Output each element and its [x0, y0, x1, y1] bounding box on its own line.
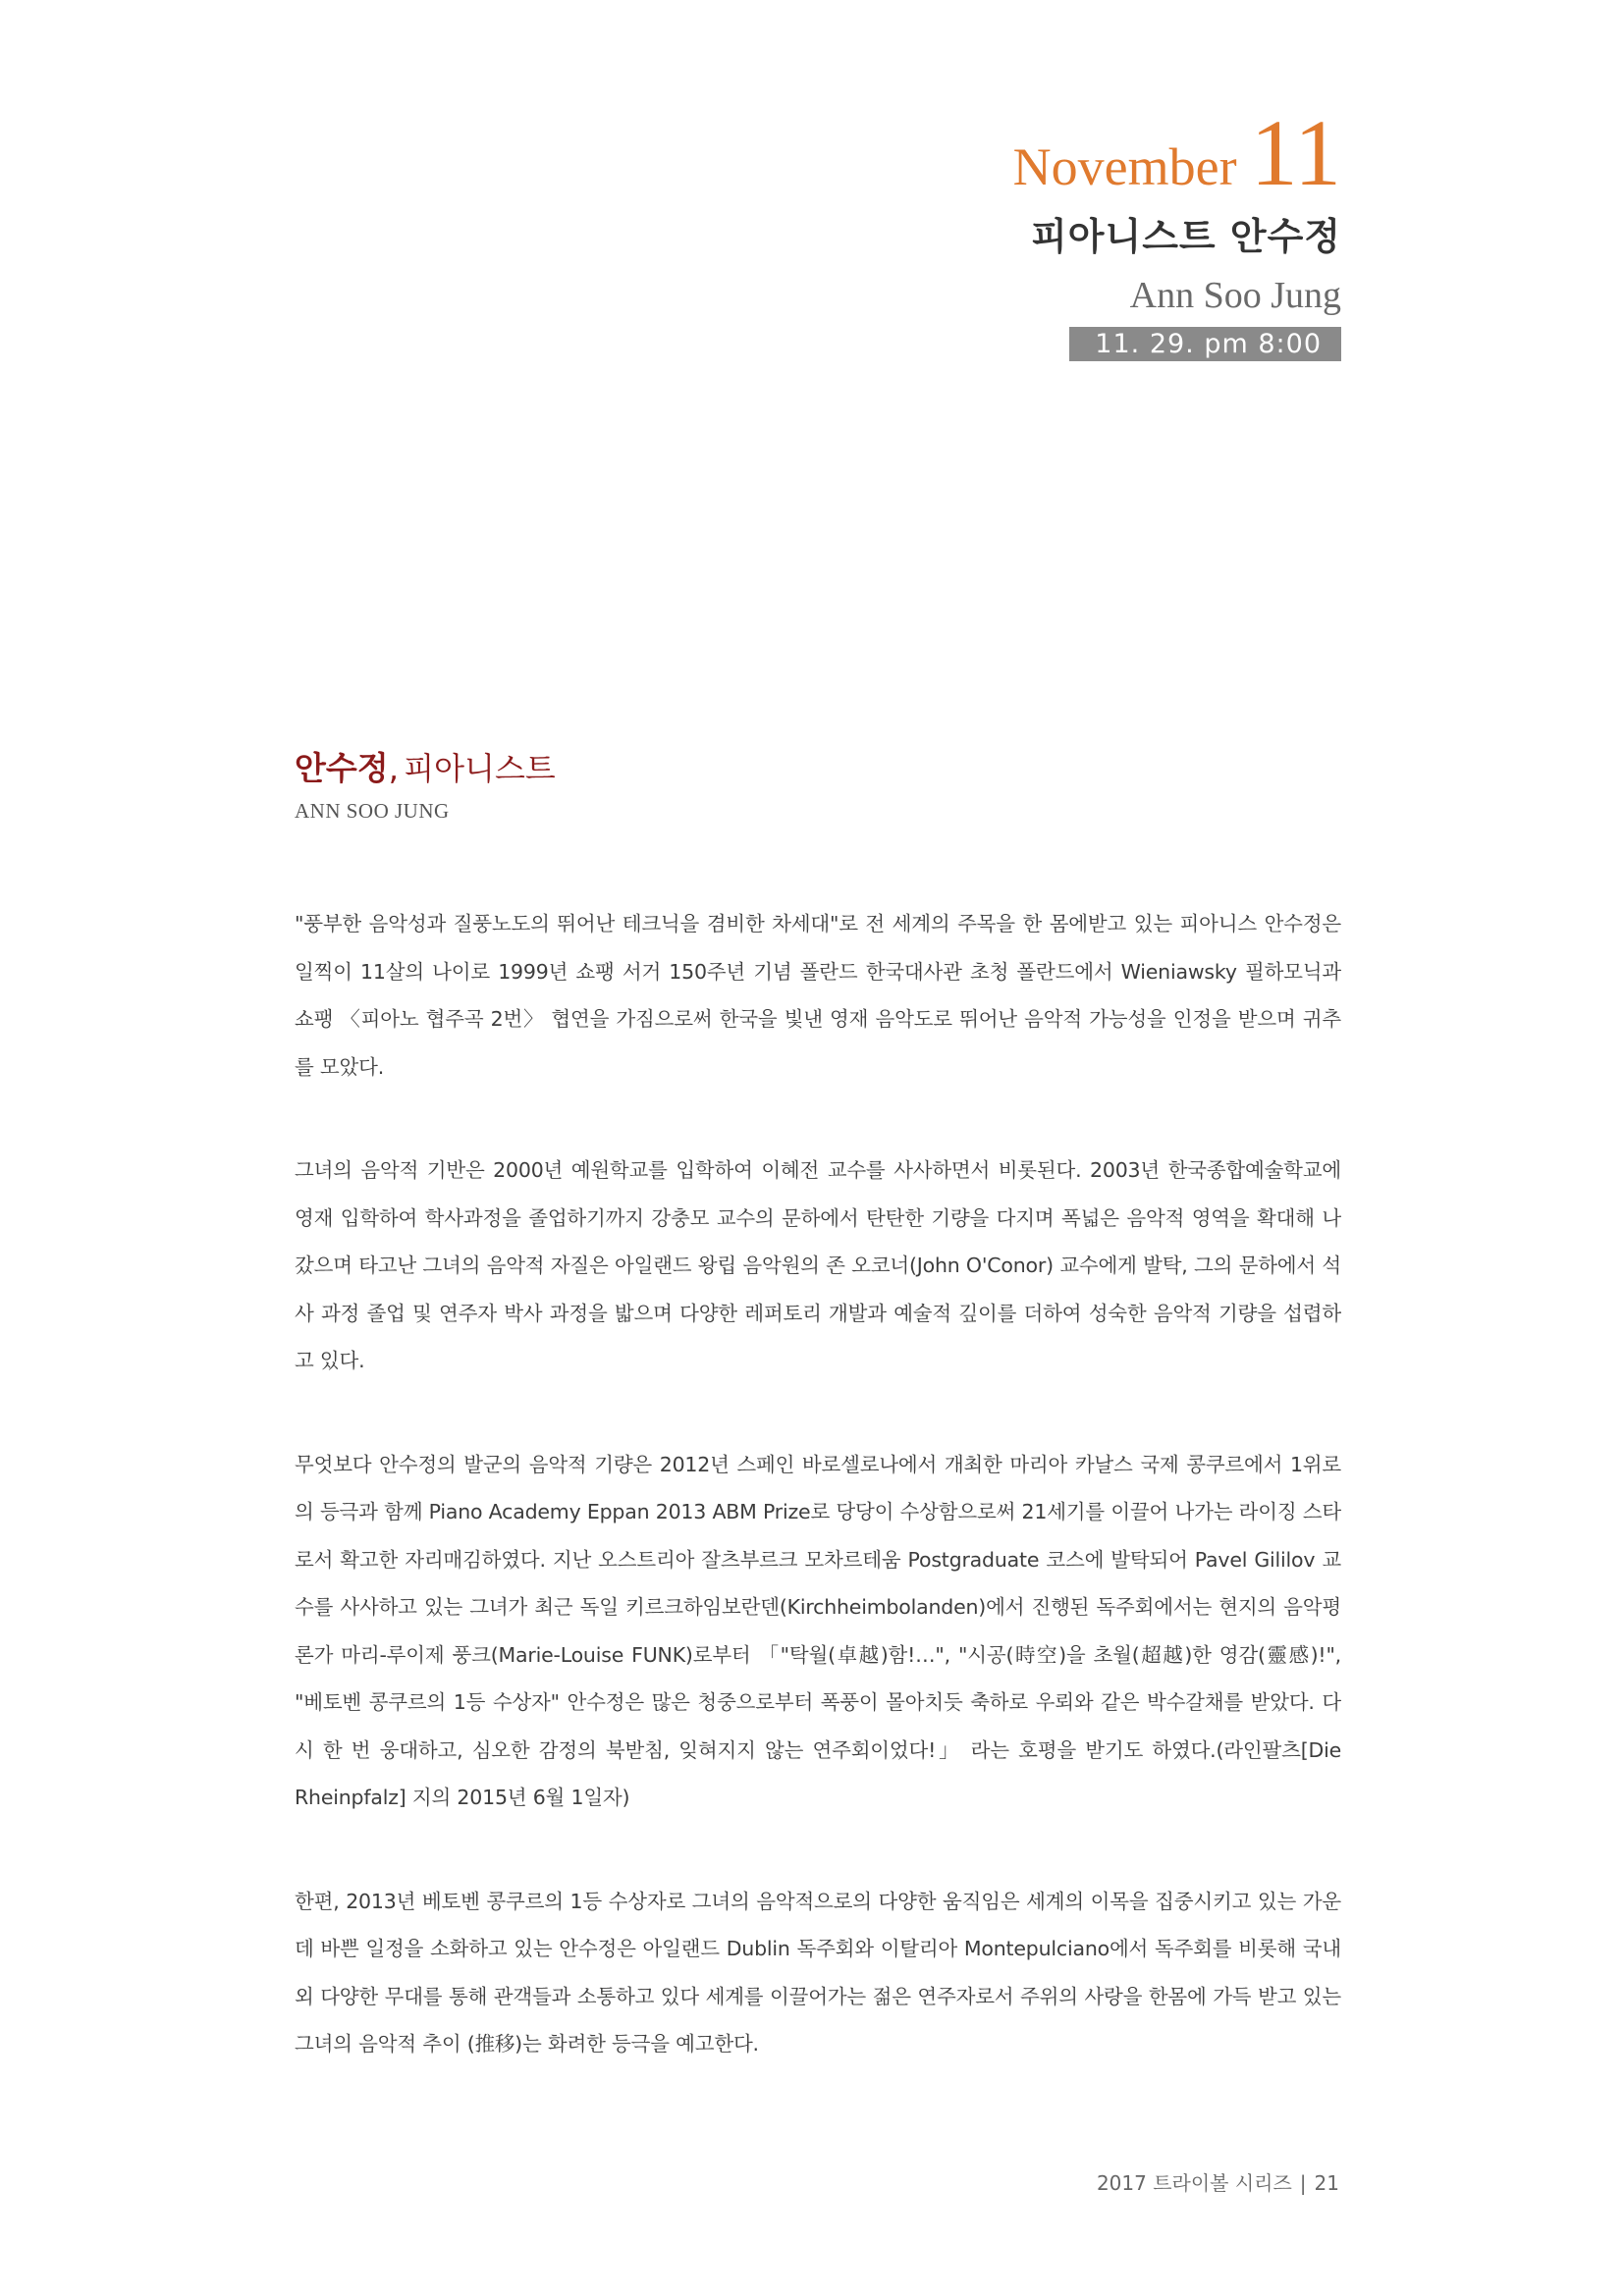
- concert-month: November: [1012, 137, 1237, 196]
- biography-body: [295, 900, 1341, 2124]
- profile-heading-subtitle: ANN SOO JUNG: [295, 799, 450, 823]
- concert-datetime-badge: 11. 29. pm 8:00: [1069, 327, 1341, 361]
- concert-day-number: 11: [1250, 100, 1341, 205]
- performer-title-korean: 피아니스트 안수정: [1031, 215, 1341, 258]
- concert-header: [1012, 100, 1341, 361]
- page-number: 21: [1314, 2171, 1339, 2195]
- biography-paragraph-3: 무엇보다 안수정의 발군의 음악적 기량은 2012년 스페인 바로셀로나에서 개최한 마리아 카날스 국제 콩쿠르에서 1위로의 등극과 함께 Piano Academy Eppan 2013 ABM Prize로 당당이 수상함으로써 21세기를 이끌어 나가는 라이징 스타로서 확고한 자리매김하였다. 지난 오스트리아 잘츠부르크 모차르테움 Postgraduate 코스에 발탁되어 Pavel Gililov 교수를 사사하고 있는 그녀가 최근 독일 키르크하임보란덴(Kirchheimbolanden)에서 진행된 독주회에서는 현지의 음악평론가 마리-루이제 풍크(Marie-Louise FUNK)로부터 「"탁월(卓越)함!…", "시공(時空)을 초월(超越)한 영감(靈感)!", "베토벤 콩쿠르의 1등 수상자" 안수정은 많은 청중으로부터 폭풍이 몰아치듯 축하로 우뢰와 같은 박수갈채를 받았다. 다시 한 번 웅대하고, 심오한 감정의 북받침, 잊혀지지 않는 연주회이었다!」 라는 호평을 받기도 하였다.(라인팔츠[Die Rheinpfalz] 지의 2015년 6월 1일자): [295, 1452, 1341, 1809]
- profile-heading-line: [295, 743, 556, 789]
- profile-heading-comma: ,: [388, 749, 400, 787]
- page-footer: [1097, 2167, 1339, 2196]
- biography-paragraph-1: "풍부한 음악성과 질풍노도의 뛰어난 테크닉을 겸비한 차세대"로 전 세계의 주목을 한 몸에받고 있는 피아니스 안수정은 일찍이 11살의 나이로 1999년 쇼팽 서거 150주년 기념 폴란드 한국대사관 초청 폴란드에서 Wieniawsky 필하모닉과 쇼팽 〈피아노 협주곡 2번〉 협연을 가짐으로써 한국을 빛낸 영재 음악도로 뛰어난 음악적 가능성을 인정을 받으며 귀추를 모았다.: [295, 912, 1341, 1079]
- biography-paragraph-4: 한편, 2013년 베토벤 콩쿠르의 1등 수상자로 그녀의 음악적으로의 다양한 움직임은 세계의 이목을 집중시키고 있는 가운데 바쁜 일정을 소화하고 있는 안수정은 아일랜드 Dublin 독주회와 이탈리아 Montepulciano에서 독주회를 비롯해 국내외 다양한 무대를 통해 관객들과 소통하고 있다 세계를 이끌어가는 젊은 연주자로서 주위의 사랑을 한몸에 가득 받고 있는 그녀의 음악적 추이 (推移)는 화려한 등극을 예고한다.: [295, 1889, 1341, 2056]
- profile-heading-role: 피아니스트: [404, 750, 556, 787]
- concert-month-day: [1012, 100, 1341, 205]
- footer-separator: |: [1299, 2171, 1307, 2195]
- footer-series-name: 2017 트라이볼 시리즈: [1096, 2171, 1292, 2195]
- performer-name-english: Ann Soo Jung: [1129, 275, 1341, 316]
- biography-paragraph-2: 그녀의 음악적 기반은 2000년 예원학교를 입학하여 이혜전 교수를 사사하면서 비롯된다. 2003년 한국종합예술학교에 영재 입학하여 학사과정을 졸업하기까지 강충모 교수의 문하에서 탄탄한 기량을 다지며 폭넓은 음악적 영역을 확대해 나갔으며 타고난 그녀의 음악적 자질은 아일랜드 왕립 음악원의 존 오코너(John O'Conor) 교수에게 발탁, 그의 문하에서 석사 과정 졸업 및 연주자 박사 과정을 밟으며 다양한 레퍼토리 개발과 예술적 깊이를 더하여 성숙한 음악적 기량을 섭렵하고 있다.: [295, 1158, 1341, 1372]
- profile-heading-name: 안수정: [295, 749, 389, 787]
- profile-heading: [295, 743, 556, 824]
